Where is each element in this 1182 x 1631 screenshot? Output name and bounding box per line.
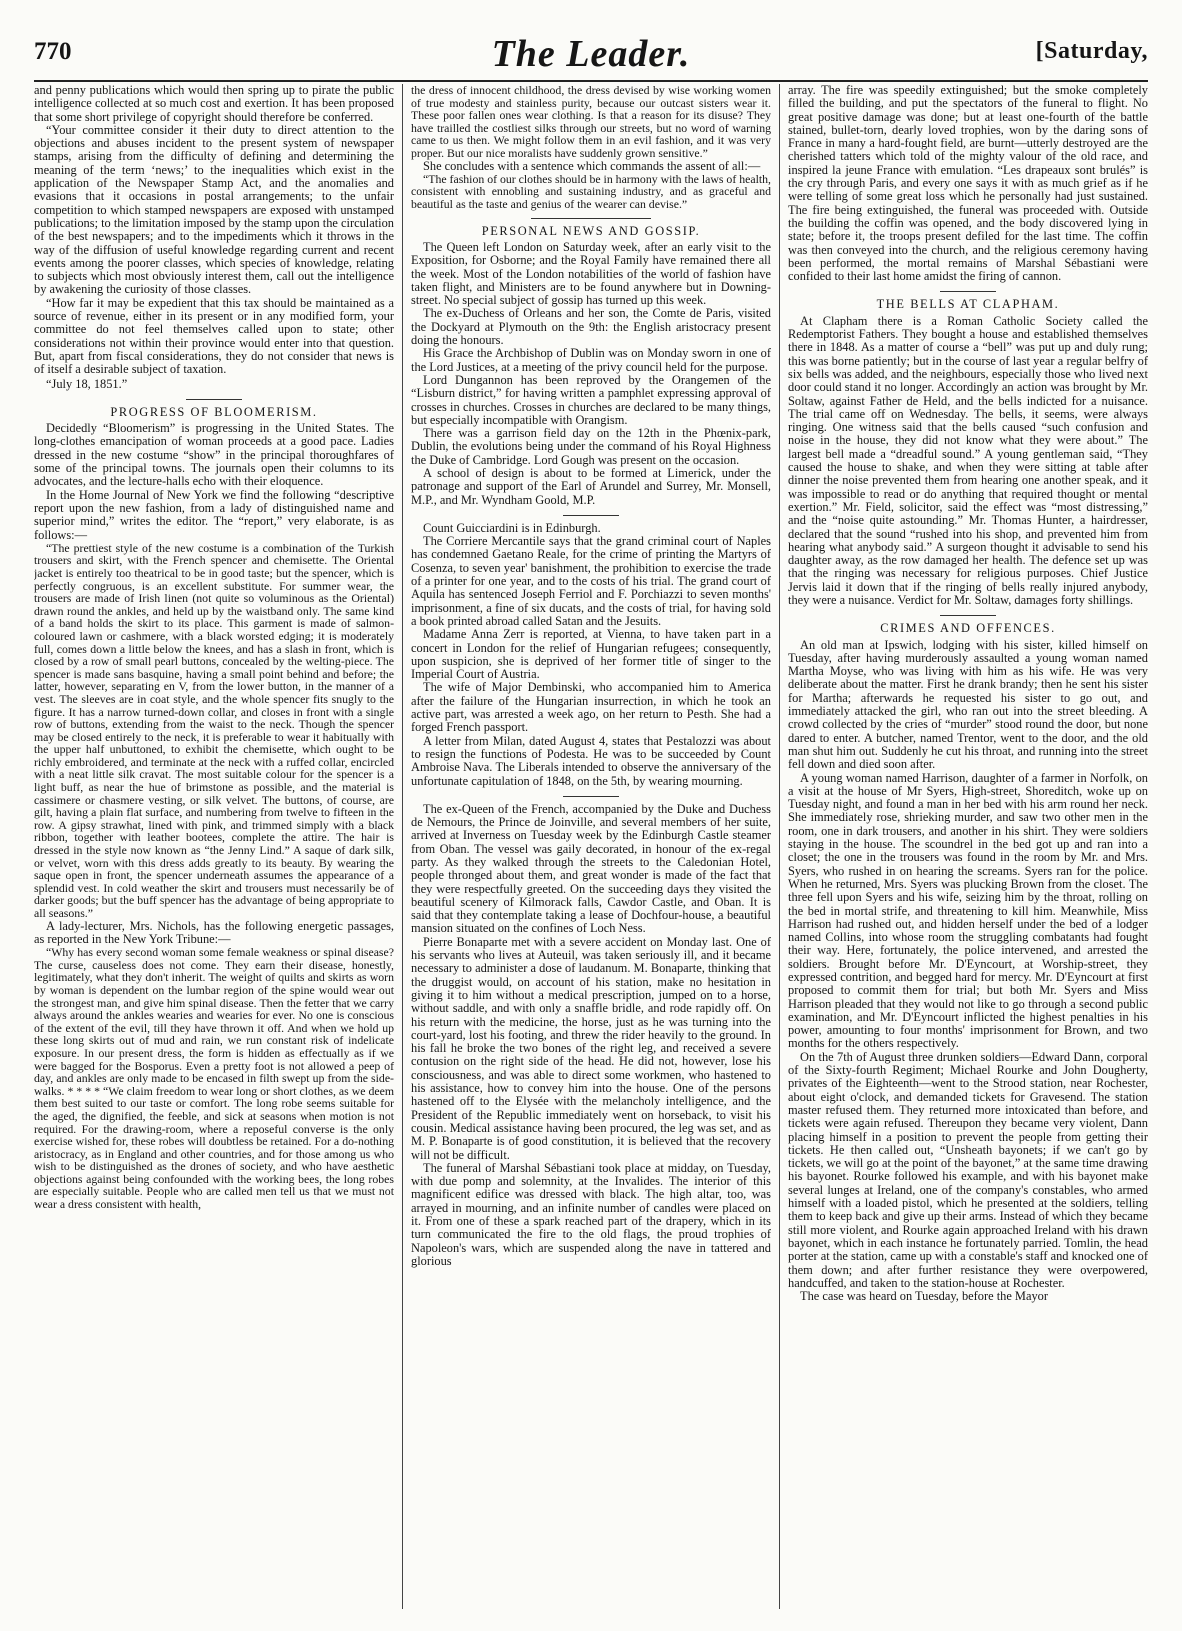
paragraph: Lord Dungannon has been reproved by the Orangemen of the “Lisburn district,” for having written a pamphlet expressing approval of crosses in churches. Crosses in churches are declared to be many things, but especially incompatible with Orangism. [411, 372, 771, 427]
section-heading-crimes-and-offences: CRIMES AND OFFENCES. [880, 621, 1056, 636]
masthead [34, 30, 1148, 82]
paragraph: Pierre Bonaparte met with a severe accident on Monday last. One of his servants who lives at Auteuil, was taken seriously ill, and it became necessary to administer a dose of laudanum. M. Bonaparte, thinking that the druggist would, on account of his station, make no hesitation in giving it to him without a medical prescription, jumped on to a horse, without saddle, and with only a snaffle bridle, and rode rapidly off. On his return with the medicine, the horse, just as he was turning into the court-yard, lost his footing, and threw the rider heavily to the ground. In his fall he broke the two bones of the right leg, and received a severe contusion on the right side of the head. He did not, however, lose his consciousness, and was able to direct some workmen, who hastened to his assistance, how to convey him into the house. One of the persons hastened off to the Elysée with the melancholy intelligence, and the President of the Republic immediately went on horseback, to visit his cousin. Medical assistance having been procured, the leg was set, and as M. P. Bonaparte is of good constitution, it is believed that the recovery will not be difficult. [411, 934, 771, 1162]
quotation: “Why has every second woman some female weakness or spinal disease? The curse, causeless does not come. They earn their disease, honestly, legitimately, what they don't inherit. The weight of quilts and skirts as worn by woman is dependent on the lumbar region of the spine would wear out the strongest man, and give him spinal disease. Then the fetter that we carry always around the ankles wearies and wearies for ever. No one is conscious of the extent of the evil, till they have thrown it off. And when we hold up these long skirts out of mud and rain, we run constant risk of indelicate exposure. In our present dress, the form is hidden as effectually as if we were bagged for the Bosporus. Even a pretty foot is not allowed a peep of day, and ankles are only made to be encased in filth swept up from the side-walks. * * * * “We claim freedom to wear long or short clothes, as we deem them best suited to our taste or comfort. The long robe seems suitable for the aged, the dignified, the feeble, and sick at seasons when motion is not required. For the drawing-room, where a reposeful converse is the only exercise wished for, these robes will doubtless be retained. For a do-nothing aristocracy, as in England and other countries, and for those among us who wish to be distinguished as the drones of society, and who have aesthetic objections against being confounded with the working bees, the long robes are especially suitable. People who are called men tell us that we must not wear a dress consistent with health, [34, 945, 394, 1212]
column-3 [780, 84, 1148, 1609]
paragraph: Madame Anna Zerr is reported, at Vienna, to have taken part in a concert in London for the relief of Hungarian refugees; consequently, upon suspicion, she is deprived of her former title of singer to the Imperial Court of Austria. [411, 627, 771, 682]
newspaper-title: The Leader. [491, 33, 691, 75]
paragraph: “Your committee consider it their duty to direct attention to the objections and abuses incident to the present system of newspaper stamps, arising from the difficulty of defining and determining the meaning of the term ‘news;’ to the inequalities which exist in the application of the Newspaper Stamp Act, and the anomalies and evasions that it occasions in postal arrangements; to the unfair competition to which stamped newspapers are exposed with unstamped publications; to the limitation imposed by the stamp upon the circulation of the best newspapers; and to the impediments which it throws in the way of the diffusion of useful knowledge regarding current and recent events among the poorer classes, which species of knowledge, relating to subjects which most obviously interest them, call out the intelligence by awakening the curiosity of those classes. [34, 122, 394, 297]
divider [186, 399, 242, 400]
column-2 [403, 84, 779, 1609]
paragraph: She concludes with a sentence which commands the assent of all:— [423, 158, 761, 173]
paragraph: The ex-Queen of the French, accompanied by the Duke and Duchess de Nemours, the Prince de Joinville, and several members of her suite, arrived at Inverness on Tuesday week by the Edinburgh Castle steamer from Oban. The vessel was gaily decorated, in honour of the ex-regal party. As they walked through the streets to the Caledonian Hotel, people thronged about them, and great wonder is made of the fact that they were respectfully greeted. On the succeeding days they visited the beautiful scenery of Kilmorack falls, Cawdor Castle, and Oban. It is said that they contemplate taking a lease of Dochfour-house, a beautiful mansion situated on the confines of Loch Ness. [411, 801, 771, 936]
quotation: “The fashion of our clothes should be in harmony with the laws of health, consistent with ennobling and sustaining industry, and as graceful and beautiful as the taste and genius of the wearer can devise.” [411, 171, 771, 212]
paragraph: On the 7th of August three drunken soldiers—Edward Dann, corporal of the Sixty-fourth Regiment; Michael Rourke and John Dougherty, privates of the Eighteenth—went to the Strood station, near Rochester, about eight o'clock, and demanded tickets for Gravesend. The station master refused them. They returned more intoxicated than before, and tickets were again refused. Thereupon they became very violent, Dann placing himself in a position to prevent the people from getting their tickets. He then called out, “Unsheath bayonets; if we can't go by tickets, we will go at the point of the bayonet,” at the same time drawing his bayonet. Rourke followed his example, and with his bayonet make several lunges at Ireland, one of the company's constables, who armed himself with a loaded pistol, which he presented at the soldiers, telling them to keep back and give up their arms. Instead of which they became still more violent, and Rourke again approached Ireland with his drawn bayonet, which in each instance he fortunately parried. Tomlin, the head porter at the station, came up with a constable's staff and knocked one of them down; and after further resistance they were overpowered, handcuffed, and taken to the station-house at Rochester. [788, 1049, 1148, 1290]
paragraph: A letter from Milan, dated August 4, states that Pestalozzi was about to resign the functions of Podesta. He was to be succeeded by Count Ambroise Nava. The Liberals intended to observe the anniversary of the unfortunate capitulation of 1848, on the 5th, by wearing mourning. [411, 733, 771, 788]
divider [531, 218, 651, 219]
paragraph: In the Home Journal of New York we find the following “descriptive report upon the new fashion, from a lady of distinguished name and superior mind,” writes the editor. The “report,” very elaborate, is as follows:— [34, 487, 394, 542]
page-number: 770 [34, 38, 72, 65]
divider [563, 515, 619, 516]
paragraph: At Clapham there is a Roman Catholic Society called the Redemptorist Fathers. They bought a house and established themselves there in 1848. As a matter of course a “bell” was put up and duly rung; this was borne patiently; but in the course of last year a regular belfry of six bells was added, and the neighbours, especially those who lived next door could stand it no longer. Accordingly an action was brought by Mr. Soltaw, against Father de Held, and the bells indicted for a nuisance. The trial came off on Wednesday. The bells, it seems, were always ringing. One witness said that the bells caused “such confusion and noise in the house, they did not know what they were about.” The largest bell made a “dreadful sound.” A young gentleman said, “They caused the house to shake, and when they were sitting at table after dinner the noise prevented them from hearing one another speak, and it was impossible to read or do anything that required thought or mental exertion.” Mr. Field, solicitor, said the effect was “most distressing,” and the “noise quite astounding.” Mr. Thomas Hunter, a hairdresser, declared that the sound “rushed into his shop, and prevented him from hearing what anybody said.” A surgeon thought it advisable to send his daughter away, as the row damaged her health. The defence set up was that the ringing was necessary for religious purposes. Chief Justice Jervis laid it down that if the ringing of bells really injured anybody, they were a nuisance. Verdict for Mr. Soltaw, damages forty shillings. [788, 313, 1148, 607]
paragraph: The wife of Major Dembinski, who accompanied him to America after the failure of the Hungarian insurrection, in which he took an active part, was arrested a week ago, on her return to Pesth. She had a forged French passport. [411, 680, 771, 735]
quotation: the dress of innocent childhood, the dress devised by wise working women of true modesty and stainless purity, because our outcast sisters wear it. These poor fallen ones wear clothing. Is that a reason for its disuse? They have trailled the costliest silks through our streets, but no word of warning came to us then. We might follow them in an evil fashion, and it was very proper. But our nice moralists have suddenly grown sensitive.” [411, 84, 771, 160]
paragraph: There was a garrison field day on the 12th in the Phœnix-park, Dublin, the evolutions being under the command of his Royal Highness the Duke of Cambridge. Lord Gough was present on the occasion. [411, 426, 771, 467]
paragraph: The case was heard on Tuesday, before the Mayor [800, 1289, 1048, 1304]
paragraph: A young woman named Harrison, daughter of a farmer in Norfolk, on a visit at the house of Mr Syers, High-street, Shoreditch, woke up on Tuesday night, and found a man in her bed with his arm round her neck. She immediately rose, shrieking murder, and saw two other men in the room, one in dark trousers, and another in his shirt. They were soldiers staying in the house. The scoundrel in the bed got up and ran into a closet; the one in the trousers was found in the room by Mr. and Mrs. Syers, who rushed in on hearing the screams. Syers ran for the police. When he returned, Mrs. Syers was plucking Brown from the closet. The three fell upon Syers and his wife, seizing him by the throat, rolling on the bed in mortal strife, and threatening to kill him. Meanwhile, Miss Harrison had rushed out, and hidden herself under the bed of a lodger named Collins, into whose room the struggling combatants had fought their way. Here, fortunately, the police intervened, and arrested the soldiers. Brought before Mr. D'Eyncourt, at Worship-street, they expressed contrition, and begged hard for mercy. Mr. D'Eyncourt at first proposed to commit them for trial; but both Mr. Syers and Miss Harrison pleaded that they would not like to go through a second public examination, and Mr. D'Eyncourt inflicted the highest penalties in his power, amounting to four months' imprisonment for Brown, and two months for the others respectively. [788, 770, 1148, 1051]
paragraph: The ex-Duchess of Orleans and her son, the Comte de Paris, visited the Dockyard at Plymouth on the 9th: the English aristocracy present doing the honours. [411, 306, 771, 348]
paragraph: A lady-lecturer, Mrs. Nichols, has the following energetic passages, as reported in the New York Tribune:— [34, 918, 394, 946]
section-heading-bloomerism: PROGRESS OF BLOOMERISM. [110, 404, 318, 419]
paragraph: His Grace the Archbishop of Dublin was on Monday sworn in one of the Lord Justices, at a meeting of the privy council held for the purpose. [411, 346, 771, 374]
paragraph: Count Guicciardini is in Edinburgh. [423, 520, 601, 535]
paragraph: The funeral of Marshal Sébastiani took place at midday, on Tuesday, with due pomp and solemnity, at the Invalides. The interior of this magnificent edifice was dressed with black. The high altar, too, was arrayed in mourning, and an infinite number of candles were placed on it. From one of these a spark reached part of the drapery, which in its turn communicated the fire to the old flags, the proud trophies of Napoleon's wars, which are suspended along the nave in tattered and glorious [411, 1160, 771, 1268]
section-heading-bells-at-clapham: THE BELLS AT CLAPHAM. [876, 297, 1060, 312]
paragraph: A school of design is about to be formed at Limerick, under the patronage and support of the Earl of Arundel and Surrey, Mr. Monsell, M.P., and Mr. Wyndham Goold, M.P. [411, 465, 771, 507]
paragraph: Decidedly “Bloomerism” is progressing in the United States. The long-clothes emancipation of woman proceeds at a good pace. Ladies dressed in the new costume “show” in the principal thoroughfares of some of the principal towns. The journals open their columns to its advocates, and the lecture-halls echo with their eloquence. [34, 421, 394, 489]
quotation: “The prettiest style of the new costume is a combination of the Turkish trousers and skirt, with the French spencer and chemisette. The Oriental jacket is entirely too theatrical to be in good taste; but the spencer, which is perfectly congruous, is an excellent substitute. For summer wear, the trousers are made of Irish linen (not quite so voluminous as the Oriental) drawn round the ankles, and held up by the waistband only. The same kind of a band holds the skirt to its place. This garment is made of salmon-coloured lawn or cashmere, with a black worsted edging; it is moderately full, comes down a little below the knees, and has a slash in front, which is closed by a row of small pearl buttons, concealed by the welting-piece. The spencer is made sans basquine, having a small point behind and before; the latter, however, separating en V, from the lower button, in the manner of a vest. The sleeves are in coat style, and the whole spencer fits snugly to the figure. It has a narrow turned-down collar, and closes in front with a single row of buttons, extending from the waist to the neck. Though the spencer may be closed entirely to the neck, it is preferable to wear it habitually with the upper half unbuttoned, to exhibit the chemisette, which ought to be richly embroidered, and terminate at the neck with a ruffed collar, encircled with a neat little silk cravat. The most suitable colour for the spencer is a light buff, as near the hue of brimstone as possible, and the material is cassimere or chasmere vesting, or silk velvet. The buttons, of course, are gilt, having a plain flat surface, and numbering from twelve to fifteen in the row. A gipsy strawhat, lined with pink, and trimmed simply with a black ribbon, together with leather bootees, complete the attire. The hair is dressed in the style now known as “the Jenny Lind.” A saque of dark silk, or velvet, worn with this dress adds greatly to its beauty. By wearing the saque open in front, the spencer underneath assumes the appearance of a splendid vest. In cold weather the skirt and trousers must necessarily be of darker goods; but the buff spencer has the advantage of being appropriate to all seasons.” [34, 540, 394, 921]
divider [940, 615, 996, 616]
paragraph: array. The fire was speedily extinguished; but the smoke completely filled the building, and put the spectators of the funeral to flight. No great positive damage was done; but at least one-fourth of the battle stained, bullet-torn, dearly loved trophies, won by the daring sons of France in many a hard-fought field, are burnt—utterly destroyed are the cherished tatters which told of the mighty valour of the old race, and inspired la jeune France with emulation. “Les drapeaux sont brulés” is the cry through Paris, and every one says it with as much grief as if he were telling of some great loss which he personally had just sustained. The fire being extinguished, the funeral was proceeded with. Outside the building the coffin was opened, and the body discovered lying in state; before it, the troops present defiled for the last time. The coffin was then conveyed into the church, and the religious ceremony having been performed, the mortal remains of Marshal Sébastiani were confided to their last home amidst the firing of cannon. [788, 84, 1148, 284]
paragraph: “How far it may be expedient that this tax should be maintained as a source of revenue, either in its present or in any modified form, your committee do not feel themselves called upon to state; other considerations not within their province would enter into that question. But, apart from fiscal considerations, they do not consider that news is of itself a desirable subject of taxation. [34, 295, 394, 377]
paragraph: The Corriere Mercantile says that the grand criminal court of Naples has condemned Gaetano Reale, for the crime of printing the Martyrs of Cosenza, to seven year' banishment, the prohibition to exercise the trade of a printer for one year, and to the costs of his trial. The grand court of Aquila has sentenced Joseph Ferriol and F. Porchiazzi to seven months' imprisonment, a fine of six ducats, and the costs of trial, for having sold a book printed abroad called Satan and the Jesuits. [411, 534, 771, 628]
masthead-rule [34, 80, 1148, 82]
divider [940, 291, 996, 292]
section-heading-personal-news: PERSONAL NEWS AND GOSSIP. [481, 223, 701, 238]
column-1 [34, 84, 402, 1609]
paragraph: An old man at Ipswich, lodging with his sister, killed himself on Tuesday, after having murderously assaulted a young woman named Martha Moyse, who was living with him as his wife. He was very deliberate about the matter. First he drank brandy; then he sent his sister for Martha; afterwards he requested his sister to go out, and immediately attacked the girl, who ran out into the street bleeding. A crowd collected by the cries of “murder” stood round the door, but none dared to enter. A butcher, named Trentor, went to the door, and the old man shut him out. Suddenly he cut his throat, and running into the street fell down and died soon after. [788, 637, 1148, 772]
issue-day: [Saturday, [1035, 38, 1148, 64]
paragraph: The Queen left London on Saturday week, after an early visit to the Exposition, for Osborne; and the Royal Family have remained there all the week. Most of the London notabilities of the world of fashion have taken flight, and Ministers are to be found anywhere but in Downing-street. No special subject of gossip has turned up this week. [411, 239, 771, 308]
divider [563, 796, 619, 797]
report-date: “July 18, 1851.” [46, 376, 128, 391]
paragraph: and penny publications which would then spring up to pirate the public intelligence collected at so much cost and exertion. It has been proposed that some short privilege of copyright should therefore be conferred. [34, 84, 394, 124]
article-columns [34, 84, 1148, 1609]
